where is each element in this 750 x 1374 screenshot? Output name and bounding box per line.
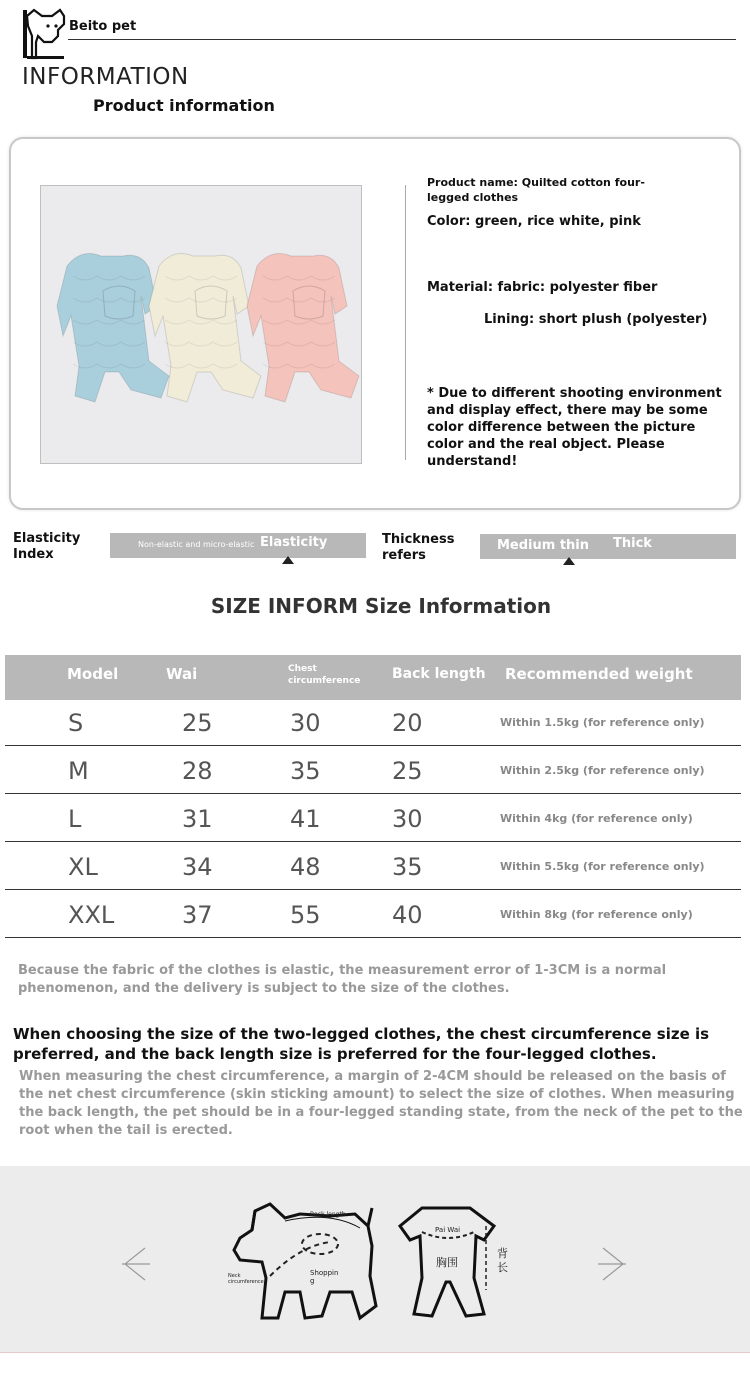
cell-weight: Within 4kg (for reference only)	[500, 812, 693, 825]
measuring-instructions: When measuring the chest circumference, a margin of 2-4CM should be released on the basis of the net chest circumference (skin sticking amount) to select the size of clothes. When measuring the back length, the pet should be in a four-legged standing state, from the neck of the pet to the root when the tail is erected.	[19, 1069, 743, 1138]
measurement-diagram	[0, 1166, 750, 1352]
section-subtitle: Product information	[93, 96, 275, 115]
cell-back-length: 30	[392, 805, 423, 833]
cell-chest: 30	[290, 709, 321, 737]
cell-model: M	[68, 757, 89, 785]
cell-chest: 41	[290, 805, 321, 833]
product-color: Color: green, rice white, pink	[427, 214, 641, 229]
col-header-wai: Wai	[166, 665, 198, 683]
table-row-divider	[5, 889, 741, 890]
brand-name: Beito pet	[69, 19, 137, 34]
cell-back-length: 20	[392, 709, 423, 737]
product-photo	[40, 185, 362, 464]
thickness-option-thick: Thick	[613, 536, 652, 551]
cell-chest: 48	[290, 853, 321, 881]
page-title: INFORMATION	[22, 64, 189, 90]
thickness-option-medium-thin: Medium thin	[497, 538, 590, 553]
table-row-divider	[5, 841, 741, 842]
cell-chest: 55	[290, 901, 321, 929]
cell-chest: 35	[290, 757, 321, 785]
chest-cn-label: 胸围	[436, 1256, 458, 1269]
cell-wai: 34	[182, 853, 213, 881]
garment-illustration	[41, 186, 363, 465]
size-tolerance-note: Because the fabric of the clothes is elastic, the measurement error of 1-3CM is a normal phenomenon, and the delivery is subject to the size of the clothes.	[18, 963, 667, 996]
back-cn-label: 背 长	[497, 1247, 508, 1274]
color-disclaimer: * Due to different shooting environment and display effect, there may be some color difference between the picture color and the real object. Please understand!	[427, 386, 722, 469]
pai-wai-label: Pai Wai	[435, 1226, 461, 1234]
product-name: Product name: Quilted cotton four-legged clothes	[427, 176, 645, 204]
cell-wai: 37	[182, 901, 213, 929]
bottom-divider	[0, 1352, 750, 1353]
product-material: Material: fabric: polyester fiber	[427, 280, 658, 295]
cell-back-length: 40	[392, 901, 423, 929]
elasticity-label: Elasticity Index	[13, 531, 81, 562]
cell-weight: Within 5.5kg (for reference only)	[500, 860, 705, 873]
cell-weight: Within 8kg (for reference only)	[500, 908, 693, 921]
cell-model: L	[68, 805, 82, 833]
cell-weight: Within 1.5kg (for reference only)	[500, 716, 705, 729]
cell-back-length: 25	[392, 757, 423, 785]
col-header-model: Model	[67, 665, 119, 683]
garment-piece	[247, 254, 359, 402]
elasticity-marker-icon	[282, 556, 294, 564]
shopping-label: Shoppin g	[310, 1269, 339, 1285]
thickness-marker-icon	[563, 557, 575, 565]
cell-model: XL	[68, 853, 98, 881]
cell-model: XXL	[68, 901, 115, 929]
neck-measure-line	[302, 1234, 338, 1254]
cell-wai: 31	[182, 805, 213, 833]
col-header-weight: Recommended weight	[505, 665, 693, 683]
thickness-label: Thickness refers	[382, 532, 455, 563]
product-lining: Lining: short plush (polyester)	[484, 312, 708, 327]
chevron-right-icon	[598, 1248, 626, 1280]
neck-label: Neck circumference	[228, 1273, 264, 1285]
size-section-title: SIZE INFORM Size Information	[210, 594, 552, 618]
back-length-line	[285, 1217, 360, 1228]
size-choice-guide: When choosing the size of the two-legged clothes, the chest circumference size is preferred, and the back length size is preferred for the four-legged clothes.	[13, 1025, 710, 1063]
header-divider	[68, 39, 736, 40]
garment-piece	[57, 254, 169, 402]
dog-logo-icon	[22, 6, 66, 60]
card-divider	[405, 185, 406, 460]
table-row-divider	[5, 937, 741, 938]
cell-weight: Within 2.5kg (for reference only)	[500, 764, 705, 777]
cell-wai: 28	[182, 757, 213, 785]
cell-back-length: 35	[392, 853, 423, 881]
dog-outline-icon	[234, 1204, 376, 1318]
table-row-divider	[5, 793, 741, 794]
back-length-label: Back length	[310, 1211, 346, 1218]
col-header-chest: Chest circumference	[288, 664, 361, 686]
chevron-left-icon	[122, 1248, 150, 1280]
cell-model: S	[68, 709, 84, 737]
table-row-divider	[5, 745, 741, 746]
elasticity-option-high: Elasticity	[260, 535, 328, 550]
cell-wai: 25	[182, 709, 213, 737]
col-header-back-length: Back length	[392, 666, 486, 682]
elasticity-option-low: Non-elastic and micro-elastic	[138, 540, 255, 549]
